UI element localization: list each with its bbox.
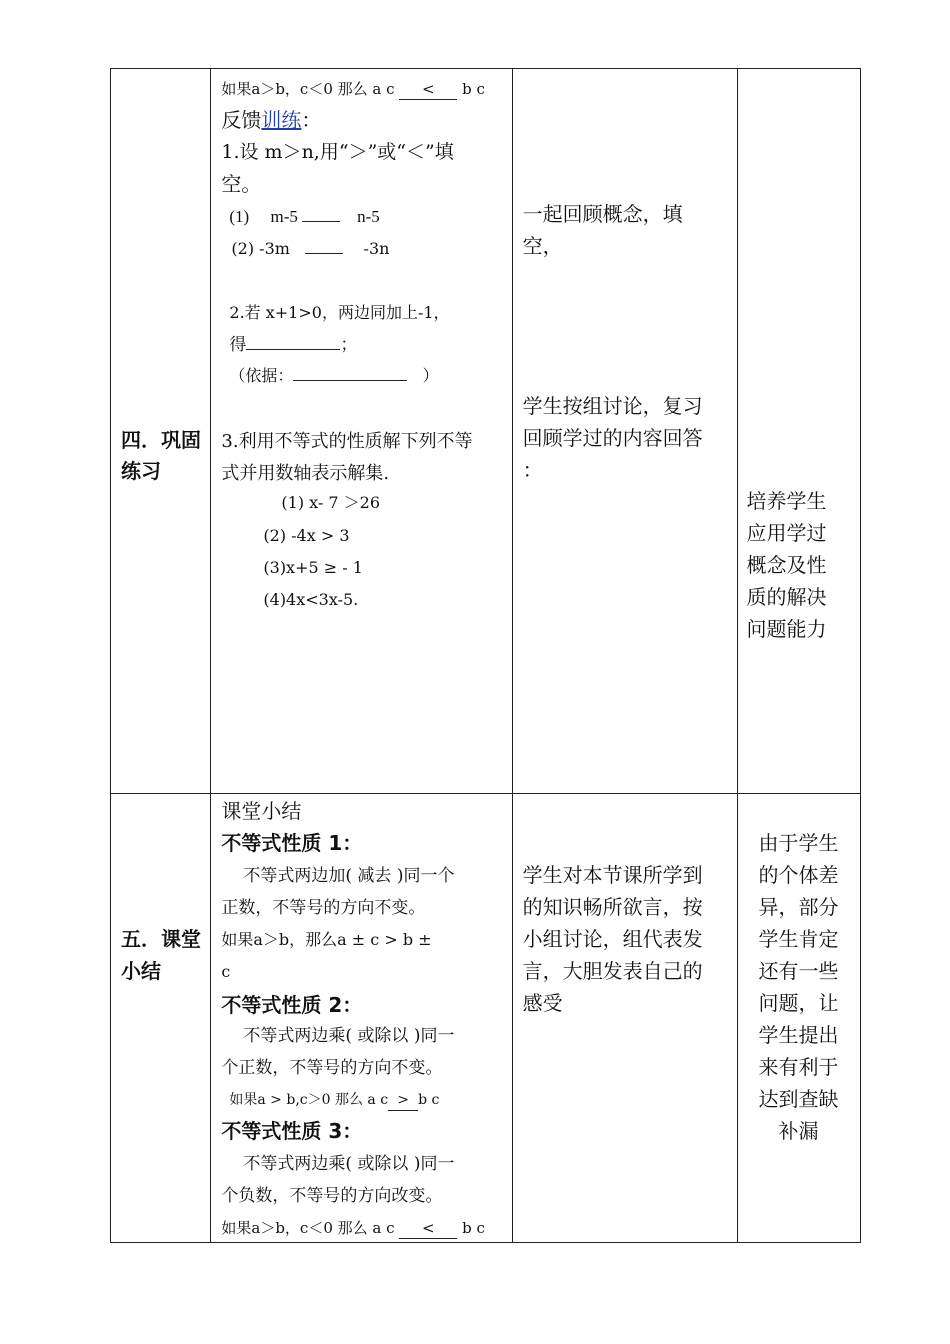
question3-item: (2) -4x > 3 <box>263 526 350 545</box>
question3-item: (3)x+5 ≥ - 1 <box>263 558 363 577</box>
question3-line1: 3.利用不等式的性质解下列不等 <box>221 431 473 452</box>
training-link[interactable]: 训练 <box>261 108 302 132</box>
question3-line2: 式并用数轴表示解集. <box>221 463 390 484</box>
purpose-line: 质的解决 <box>746 585 827 609</box>
purpose-line: 的个体差 <box>758 863 839 887</box>
property1-title: 不等式性质 1： <box>221 831 363 855</box>
row-consolidation-practice <box>111 69 861 794</box>
property3-line1: 不等式两边乘( 或除以 )同一 <box>243 1154 455 1174</box>
answer-blank[interactable] <box>305 253 343 254</box>
student-activity-1-line1: 一起回顾概念，填 <box>522 202 683 226</box>
property2-line1: 不等式两边乘( 或除以 )同一 <box>243 1026 455 1046</box>
property1-line2: 正数，不等号的方向不变。 <box>221 898 426 918</box>
property3-line2: 个负数，不等号的方向改变。 <box>221 1186 443 1206</box>
property2-title: 不等式性质 2： <box>221 993 363 1017</box>
question1-line2: 空。 <box>221 172 262 196</box>
feedback-heading: 反馈训练： <box>221 108 322 132</box>
answer-blank[interactable] <box>302 221 340 222</box>
purpose-cell-summary <box>738 794 861 1243</box>
student-activity-line: 言，大胆发表自己的 <box>522 959 703 983</box>
purpose-line: 概念及性 <box>746 553 827 577</box>
content-cell-practice <box>211 69 512 794</box>
property3-title: 不等式性质 3： <box>221 1119 363 1143</box>
purpose-line: 问题，让 <box>758 991 839 1015</box>
property3-line3: 如果a＞b，c＜0 那么 a c < b c <box>221 1219 485 1237</box>
property2-line2: 个正数，不等号的方向不变。 <box>221 1058 443 1078</box>
purpose-line: 学生提出 <box>758 1023 839 1047</box>
lesson-plan-table <box>110 68 861 1243</box>
purpose-line: 达到查缺 <box>758 1087 839 1111</box>
row-class-summary <box>111 794 861 1243</box>
stage-cell-summary <box>111 794 211 1243</box>
rule-line: 如果a＞b，c＜0 那么 a c < b c <box>221 80 485 98</box>
purpose-line: 应用学过 <box>746 521 827 545</box>
purpose-line: 问题能力 <box>746 617 827 641</box>
property1-line1: 不等式两边加( 减去 )同一个 <box>243 866 455 886</box>
student-activity-cell-practice <box>512 69 738 794</box>
student-activity-2-line3: ： <box>522 458 543 482</box>
question1-item2: (2) -3m -3n <box>231 239 390 258</box>
stage-label-summary-line1: 五．课堂 <box>121 927 201 951</box>
question1-line1: 1.设 m＞n,用“＞”或“＜”填 <box>221 141 454 163</box>
purpose-line: 由于学生 <box>758 831 839 855</box>
purpose-line: 补漏 <box>778 1119 819 1143</box>
purpose-line: 学生肯定 <box>758 927 839 951</box>
question2-line1: 2.若 x+1>0，两边同加上-1， <box>229 303 450 322</box>
stage-label-summary-line2: 小结 <box>121 959 161 983</box>
question2-line3: （依据： ） <box>229 366 439 385</box>
student-activity-2-line1: 学生按组讨论，复习 <box>522 394 703 418</box>
purpose-line: 异，部分 <box>758 895 839 919</box>
student-activity-1-line2: 空， <box>522 234 563 258</box>
answer-blank[interactable] <box>246 349 340 350</box>
content-cell-summary <box>211 794 512 1243</box>
student-activity-2-line2: 回顾学过的内容回答 <box>522 426 703 450</box>
stage-label-practice-line1: 四．巩固 <box>121 428 201 452</box>
property1-line3: 如果a＞b，那么a ± c > b ± <box>221 930 432 949</box>
purpose-line: 培养学生 <box>746 489 827 513</box>
property2-line3: 如果a > b,c＞0 那么 a c > b c <box>229 1090 439 1111</box>
student-activity-line: 学生对本节课所学到 <box>522 863 703 887</box>
question1-item1: (1) m-5 n-5 <box>229 207 380 226</box>
property1-line4: c <box>221 962 231 981</box>
purpose-cell-practice <box>738 69 861 794</box>
purpose-line: 来有利于 <box>758 1055 839 1079</box>
answer-blank[interactable] <box>293 380 407 381</box>
student-activity-cell-summary <box>512 794 738 1243</box>
student-activity-line: 感受 <box>522 991 563 1015</box>
student-activity-line: 小组讨论，组代表发 <box>522 927 703 951</box>
student-activity-line: 的知识畅所欲言，按 <box>522 895 703 919</box>
summary-title: 课堂小结 <box>221 799 302 823</box>
question3-item: (4)4x<3x-5. <box>263 590 359 609</box>
question3-item: (1) x- 7 ＞26 <box>281 493 381 512</box>
question2-line2: 得 ； <box>229 335 358 355</box>
purpose-line: 还有一些 <box>758 959 839 983</box>
stage-label-practice-line2: 练习 <box>121 459 161 483</box>
stage-cell-practice <box>111 69 211 794</box>
